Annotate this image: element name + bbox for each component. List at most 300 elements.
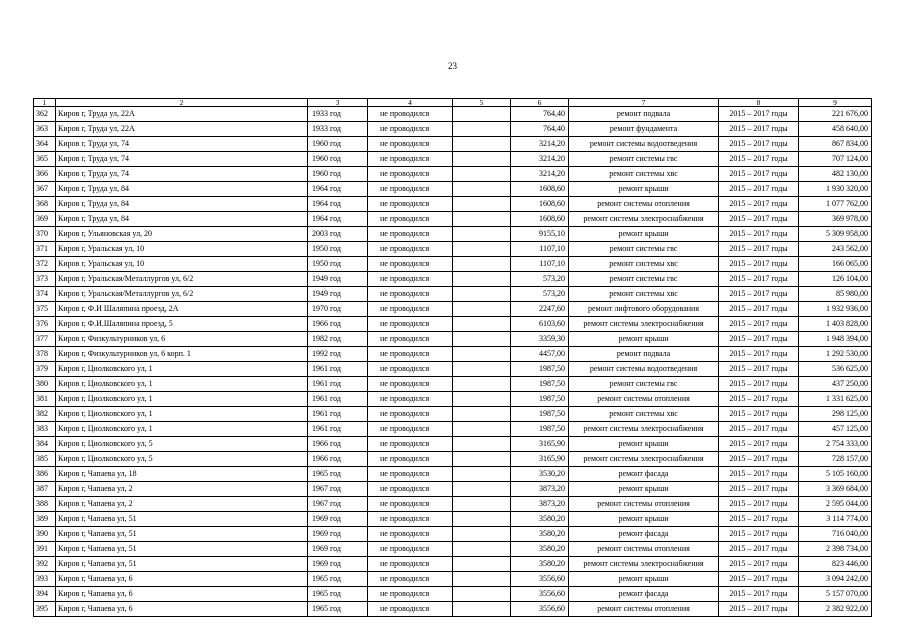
table-row: [34, 257, 872, 272]
cost-cell: 536 625,00: [799, 362, 872, 377]
work-type-cell: ремонт системы водоотведения: [569, 362, 719, 377]
address-cell: Киров г, Труда ул, 84: [56, 212, 308, 227]
work-type-cell: ремонт системы хвс: [569, 287, 719, 302]
area-cell: 3359,30: [511, 332, 569, 347]
empty-cell: [453, 557, 511, 572]
area-cell: 573,20: [511, 272, 569, 287]
inspection-cell: не проводился: [368, 182, 453, 197]
cost-cell: 166 065,00: [799, 257, 872, 272]
empty-cell: [453, 272, 511, 287]
inspection-cell: не проводился: [368, 272, 453, 287]
address-cell: Киров г, Циолковского ул, 1: [56, 392, 308, 407]
cost-cell: 2 754 333,00: [799, 437, 872, 452]
address-cell: Киров г, Чапаева ул, 51: [56, 527, 308, 542]
inspection-cell: не проводился: [368, 452, 453, 467]
cost-cell: 3 369 684,00: [799, 482, 872, 497]
period-cell: 2015 – 2017 годы: [719, 272, 799, 287]
address-cell: Киров г, Физкультурников ул, 6: [56, 332, 308, 347]
row-number-cell: 389: [34, 512, 56, 527]
inspection-cell: не проводился: [368, 332, 453, 347]
inspection-cell: не проводился: [368, 197, 453, 212]
table-row: [34, 587, 872, 602]
row-number-cell: 387: [34, 482, 56, 497]
area-cell: 1107,10: [511, 257, 569, 272]
work-type-cell: ремонт крыши: [569, 512, 719, 527]
table-row: [34, 317, 872, 332]
inspection-cell: не проводился: [368, 347, 453, 362]
inspection-cell: не проводился: [368, 512, 453, 527]
period-cell: 2015 – 2017 годы: [719, 512, 799, 527]
work-type-cell: ремонт крыши: [569, 437, 719, 452]
inspection-cell: не проводился: [368, 377, 453, 392]
row-number-cell: 395: [34, 602, 56, 617]
area-cell: 4457,00: [511, 347, 569, 362]
period-cell: 2015 – 2017 годы: [719, 137, 799, 152]
empty-cell: [453, 302, 511, 317]
area-cell: 1987,50: [511, 422, 569, 437]
row-number-cell: 366: [34, 167, 56, 182]
row-number-cell: 372: [34, 257, 56, 272]
address-cell: Киров г, Чапаева ул, 51: [56, 557, 308, 572]
area-cell: 9155,10: [511, 227, 569, 242]
address-cell: Киров г, Труда ул, 74: [56, 137, 308, 152]
address-cell: Киров г, Чапаева ул, 51: [56, 512, 308, 527]
inspection-cell: не проводился: [368, 467, 453, 482]
period-cell: 2015 – 2017 годы: [719, 287, 799, 302]
period-cell: 2015 – 2017 годы: [719, 482, 799, 497]
area-cell: 1987,50: [511, 362, 569, 377]
empty-cell: [453, 167, 511, 182]
address-cell: Киров г, Циолковского ул, 1: [56, 377, 308, 392]
inspection-cell: не проводился: [368, 152, 453, 167]
address-cell: Киров г, Циолковского ул, 5: [56, 437, 308, 452]
work-type-cell: ремонт системы отопления: [569, 542, 719, 557]
address-cell: Киров г, Чапаева ул, 6: [56, 587, 308, 602]
table-row: [34, 347, 872, 362]
inspection-cell: не проводился: [368, 122, 453, 137]
inspection-cell: не проводился: [368, 137, 453, 152]
address-cell: Киров г, Циолковского ул, 1: [56, 362, 308, 377]
column-number: 8: [719, 99, 799, 107]
work-type-cell: ремонт системы водоотведения: [569, 137, 719, 152]
cost-cell: 221 676,00: [799, 107, 872, 122]
build-year-cell: 1969 год: [308, 527, 368, 542]
work-type-cell: ремонт крыши: [569, 572, 719, 587]
work-type-cell: ремонт системы отопления: [569, 497, 719, 512]
build-year-cell: 1965 год: [308, 572, 368, 587]
inspection-cell: не проводился: [368, 437, 453, 452]
period-cell: 2015 – 2017 годы: [719, 467, 799, 482]
period-cell: 2015 – 2017 годы: [719, 152, 799, 167]
period-cell: 2015 – 2017 годы: [719, 122, 799, 137]
area-cell: 3873,20: [511, 497, 569, 512]
table-row: [34, 302, 872, 317]
cost-cell: 482 130,00: [799, 167, 872, 182]
inspection-cell: не проводился: [368, 527, 453, 542]
row-number-cell: 375: [34, 302, 56, 317]
build-year-cell: 1960 год: [308, 137, 368, 152]
address-cell: Киров г, Чапаева ул, 6: [56, 602, 308, 617]
build-year-cell: 1961 год: [308, 407, 368, 422]
address-cell: Киров г, Труда ул, 22А: [56, 107, 308, 122]
build-year-cell: 1970 год: [308, 302, 368, 317]
cost-cell: 3 094 242,00: [799, 572, 872, 587]
work-type-cell: ремонт системы электроснабжения: [569, 452, 719, 467]
area-cell: 6103,60: [511, 317, 569, 332]
inspection-cell: не проводился: [368, 392, 453, 407]
registry-table-body: [34, 99, 872, 617]
table-row: [34, 377, 872, 392]
table-row: [34, 437, 872, 452]
empty-cell: [453, 212, 511, 227]
table-row: [34, 422, 872, 437]
build-year-cell: 1960 год: [308, 167, 368, 182]
table-row: [34, 482, 872, 497]
period-cell: 2015 – 2017 годы: [719, 437, 799, 452]
area-cell: 1608,60: [511, 182, 569, 197]
area-cell: 1107,10: [511, 242, 569, 257]
column-number: 3: [308, 99, 368, 107]
address-cell: Киров г, Чапаева ул, 2: [56, 497, 308, 512]
table-row: [34, 542, 872, 557]
empty-cell: [453, 287, 511, 302]
build-year-cell: 1969 год: [308, 512, 368, 527]
work-type-cell: ремонт крыши: [569, 482, 719, 497]
period-cell: 2015 – 2017 годы: [719, 107, 799, 122]
build-year-cell: 1960 год: [308, 152, 368, 167]
build-year-cell: 1964 год: [308, 182, 368, 197]
build-year-cell: 1965 год: [308, 467, 368, 482]
cost-cell: 457 125,00: [799, 422, 872, 437]
column-number: 1: [34, 99, 56, 107]
build-year-cell: 1950 год: [308, 242, 368, 257]
work-type-cell: ремонт системы гвс: [569, 377, 719, 392]
empty-cell: [453, 107, 511, 122]
work-type-cell: ремонт системы электроснабжения: [569, 317, 719, 332]
work-type-cell: ремонт фасада: [569, 587, 719, 602]
cost-cell: 1 331 625,00: [799, 392, 872, 407]
table-row: [34, 392, 872, 407]
cost-cell: 2 382 922,00: [799, 602, 872, 617]
cost-cell: 3 114 774,00: [799, 512, 872, 527]
registry-table: [33, 98, 872, 617]
table-row: [34, 527, 872, 542]
period-cell: 2015 – 2017 годы: [719, 587, 799, 602]
address-cell: Киров г, Циолковского ул, 1: [56, 422, 308, 437]
build-year-cell: 2003 год: [308, 227, 368, 242]
period-cell: 2015 – 2017 годы: [719, 257, 799, 272]
empty-cell: [453, 197, 511, 212]
period-cell: 2015 – 2017 годы: [719, 212, 799, 227]
cost-cell: 1 077 762,00: [799, 197, 872, 212]
area-cell: 3556,60: [511, 602, 569, 617]
build-year-cell: 1982 год: [308, 332, 368, 347]
row-number-cell: 368: [34, 197, 56, 212]
inspection-cell: не проводился: [368, 362, 453, 377]
area-cell: 1987,50: [511, 392, 569, 407]
build-year-cell: 1961 год: [308, 422, 368, 437]
period-cell: 2015 – 2017 годы: [719, 542, 799, 557]
table-row: [34, 122, 872, 137]
work-type-cell: ремонт системы хвс: [569, 257, 719, 272]
row-number-cell: 364: [34, 137, 56, 152]
inspection-cell: не проводился: [368, 212, 453, 227]
build-year-cell: 1966 год: [308, 317, 368, 332]
row-number-cell: 380: [34, 377, 56, 392]
empty-cell: [453, 497, 511, 512]
address-cell: Киров г, Труда ул, 74: [56, 167, 308, 182]
address-cell: Киров г, Физкультурников ул, 6 корп. 1: [56, 347, 308, 362]
build-year-cell: 1969 год: [308, 557, 368, 572]
inspection-cell: не проводился: [368, 242, 453, 257]
period-cell: 2015 – 2017 годы: [719, 392, 799, 407]
empty-cell: [453, 242, 511, 257]
build-year-cell: 1933 год: [308, 122, 368, 137]
table-row: [34, 242, 872, 257]
work-type-cell: ремонт системы хвс: [569, 407, 719, 422]
empty-cell: [453, 587, 511, 602]
period-cell: 2015 – 2017 годы: [719, 167, 799, 182]
area-cell: 1987,50: [511, 377, 569, 392]
cost-cell: 716 040,00: [799, 527, 872, 542]
build-year-cell: 1949 год: [308, 287, 368, 302]
build-year-cell: 1950 год: [308, 257, 368, 272]
build-year-cell: 1967 год: [308, 482, 368, 497]
empty-cell: [453, 482, 511, 497]
area-cell: 573,20: [511, 287, 569, 302]
inspection-cell: не проводился: [368, 167, 453, 182]
row-number-cell: 376: [34, 317, 56, 332]
build-year-cell: 1966 год: [308, 437, 368, 452]
cost-cell: 369 978,00: [799, 212, 872, 227]
row-number-cell: 365: [34, 152, 56, 167]
empty-cell: [453, 377, 511, 392]
area-cell: 3580,20: [511, 542, 569, 557]
inspection-cell: не проводился: [368, 407, 453, 422]
address-cell: Киров г, Уральская/Металлургов ул, 6/2: [56, 287, 308, 302]
build-year-cell: 1965 год: [308, 602, 368, 617]
table-row: [34, 512, 872, 527]
column-number-row: [34, 99, 872, 107]
row-number-cell: 393: [34, 572, 56, 587]
inspection-cell: не проводился: [368, 602, 453, 617]
area-cell: 1608,60: [511, 197, 569, 212]
column-number: 4: [368, 99, 453, 107]
area-cell: 3214,20: [511, 152, 569, 167]
area-cell: 3165,90: [511, 437, 569, 452]
address-cell: Киров г, Труда ул, 74: [56, 152, 308, 167]
table-row: [34, 227, 872, 242]
work-type-cell: ремонт системы гвс: [569, 272, 719, 287]
period-cell: 2015 – 2017 годы: [719, 377, 799, 392]
area-cell: 3556,60: [511, 587, 569, 602]
address-cell: Киров г, Циолковского ул, 1: [56, 407, 308, 422]
cost-cell: 707 124,00: [799, 152, 872, 167]
table-row: [34, 497, 872, 512]
column-number: 2: [56, 99, 308, 107]
work-type-cell: ремонт фасада: [569, 527, 719, 542]
work-type-cell: ремонт крыши: [569, 182, 719, 197]
empty-cell: [453, 572, 511, 587]
address-cell: Киров г, Уральская/Металлургов ул, 6/2: [56, 272, 308, 287]
column-number: 6: [511, 99, 569, 107]
cost-cell: 126 104,00: [799, 272, 872, 287]
inspection-cell: не проводился: [368, 482, 453, 497]
table-row: [34, 572, 872, 587]
row-number-cell: 391: [34, 542, 56, 557]
period-cell: 2015 – 2017 годы: [719, 317, 799, 332]
cost-cell: 2 595 044,00: [799, 497, 872, 512]
area-cell: 3530,20: [511, 467, 569, 482]
empty-cell: [453, 362, 511, 377]
row-number-cell: 362: [34, 107, 56, 122]
period-cell: 2015 – 2017 годы: [719, 182, 799, 197]
address-cell: Киров г, Труда ул, 84: [56, 182, 308, 197]
cost-cell: 85 980,00: [799, 287, 872, 302]
work-type-cell: ремонт крыши: [569, 227, 719, 242]
empty-cell: [453, 527, 511, 542]
area-cell: 1608,60: [511, 212, 569, 227]
row-number-cell: 369: [34, 212, 56, 227]
work-type-cell: ремонт системы электроснабжения: [569, 557, 719, 572]
empty-cell: [453, 512, 511, 527]
inspection-cell: не проводился: [368, 497, 453, 512]
table-row: [34, 152, 872, 167]
row-number-cell: 392: [34, 557, 56, 572]
row-number-cell: 394: [34, 587, 56, 602]
row-number-cell: 381: [34, 392, 56, 407]
page-number: 23: [448, 61, 457, 71]
area-cell: 2247,60: [511, 302, 569, 317]
period-cell: 2015 – 2017 годы: [719, 422, 799, 437]
area-cell: 3580,20: [511, 557, 569, 572]
inspection-cell: не проводился: [368, 257, 453, 272]
build-year-cell: 1969 год: [308, 542, 368, 557]
cost-cell: 1 403 828,00: [799, 317, 872, 332]
area-cell: 3580,20: [511, 512, 569, 527]
row-number-cell: 385: [34, 452, 56, 467]
cost-cell: 437 250,00: [799, 377, 872, 392]
address-cell: Киров г, Труда ул, 84: [56, 197, 308, 212]
cost-cell: 5 309 958,00: [799, 227, 872, 242]
row-number-cell: 383: [34, 422, 56, 437]
table-row: [34, 107, 872, 122]
empty-cell: [453, 137, 511, 152]
address-cell: Киров г, Чапаева ул, 2: [56, 482, 308, 497]
cost-cell: 1 930 320,00: [799, 182, 872, 197]
work-type-cell: ремонт системы отопления: [569, 197, 719, 212]
row-number-cell: 373: [34, 272, 56, 287]
column-number: 9: [799, 99, 872, 107]
address-cell: Киров г, Циолковского ул, 5: [56, 452, 308, 467]
empty-cell: [453, 407, 511, 422]
period-cell: 2015 – 2017 годы: [719, 347, 799, 362]
table-row: [34, 332, 872, 347]
cost-cell: 1 948 394,00: [799, 332, 872, 347]
table-row: [34, 557, 872, 572]
work-type-cell: ремонт системы гвс: [569, 242, 719, 257]
empty-cell: [453, 257, 511, 272]
address-cell: Киров г, Ф.И.Шаляпина проезд, 5: [56, 317, 308, 332]
period-cell: 2015 – 2017 годы: [719, 407, 799, 422]
row-number-cell: 377: [34, 332, 56, 347]
table-row: [34, 272, 872, 287]
build-year-cell: 1949 год: [308, 272, 368, 287]
table-row: [34, 602, 872, 617]
build-year-cell: 1933 год: [308, 107, 368, 122]
build-year-cell: 1967 год: [308, 497, 368, 512]
empty-cell: [453, 332, 511, 347]
column-number: 5: [453, 99, 511, 107]
period-cell: 2015 – 2017 годы: [719, 527, 799, 542]
cost-cell: 728 157,00: [799, 452, 872, 467]
build-year-cell: 1961 год: [308, 392, 368, 407]
inspection-cell: не проводился: [368, 542, 453, 557]
period-cell: 2015 – 2017 годы: [719, 227, 799, 242]
table-row: [34, 197, 872, 212]
row-number-cell: 374: [34, 287, 56, 302]
cost-cell: 5 105 160,00: [799, 467, 872, 482]
address-cell: Киров г, Уральская ул, 10: [56, 257, 308, 272]
inspection-cell: не проводился: [368, 302, 453, 317]
empty-cell: [453, 317, 511, 332]
inspection-cell: не проводился: [368, 227, 453, 242]
work-type-cell: ремонт системы отопления: [569, 602, 719, 617]
work-type-cell: ремонт системы отопления: [569, 392, 719, 407]
area-cell: 764,40: [511, 122, 569, 137]
work-type-cell: ремонт крыши: [569, 332, 719, 347]
period-cell: 2015 – 2017 годы: [719, 497, 799, 512]
table-row: [34, 212, 872, 227]
row-number-cell: 384: [34, 437, 56, 452]
period-cell: 2015 – 2017 годы: [719, 302, 799, 317]
empty-cell: [453, 122, 511, 137]
address-cell: Киров г, Чапаева ул, 51: [56, 542, 308, 557]
period-cell: 2015 – 2017 годы: [719, 362, 799, 377]
cost-cell: 823 446,00: [799, 557, 872, 572]
period-cell: 2015 – 2017 годы: [719, 557, 799, 572]
build-year-cell: 1966 год: [308, 452, 368, 467]
table-row: [34, 137, 872, 152]
work-type-cell: ремонт системы электроснабжения: [569, 422, 719, 437]
inspection-cell: не проводился: [368, 422, 453, 437]
work-type-cell: ремонт лифтового оборудования: [569, 302, 719, 317]
row-number-cell: 379: [34, 362, 56, 377]
cost-cell: 458 640,00: [799, 122, 872, 137]
table-row: [34, 182, 872, 197]
cost-cell: 5 157 070,00: [799, 587, 872, 602]
address-cell: Киров г, Ульяновская ул, 20: [56, 227, 308, 242]
row-number-cell: 367: [34, 182, 56, 197]
area-cell: 3580,20: [511, 527, 569, 542]
cost-cell: 2 398 734,00: [799, 542, 872, 557]
column-number: 7: [569, 99, 719, 107]
period-cell: 2015 – 2017 годы: [719, 602, 799, 617]
work-type-cell: ремонт подвала: [569, 347, 719, 362]
empty-cell: [453, 452, 511, 467]
work-type-cell: ремонт подвала: [569, 107, 719, 122]
cost-cell: 298 125,00: [799, 407, 872, 422]
empty-cell: [453, 182, 511, 197]
area-cell: 3873,20: [511, 482, 569, 497]
row-number-cell: 386: [34, 467, 56, 482]
inspection-cell: не проводился: [368, 287, 453, 302]
period-cell: 2015 – 2017 годы: [719, 452, 799, 467]
inspection-cell: не проводился: [368, 587, 453, 602]
build-year-cell: 1965 год: [308, 587, 368, 602]
row-number-cell: 371: [34, 242, 56, 257]
table-row: [34, 452, 872, 467]
